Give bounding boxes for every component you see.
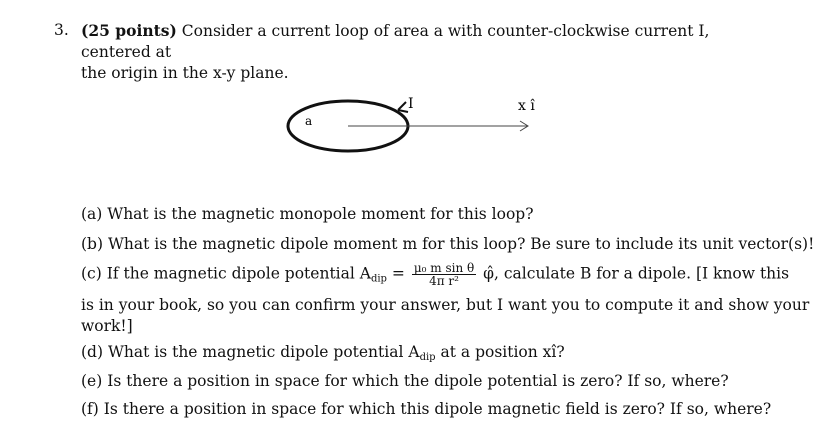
- part-c-sub: dip: [370, 273, 387, 285]
- part-d-sub: dip: [419, 352, 436, 363]
- part-d-post: at a position xî?: [440, 343, 565, 361]
- part-c-post: φ̂, calculate B for a dipole. [I know this: [483, 264, 790, 283]
- fraction-numerator: μ₀ m sin θ: [413, 261, 475, 275]
- part-b: (b) What is the magnetic dipole moment m for this loop? Be sure to include its unit vector(s)!: [81, 235, 815, 253]
- current-label: I: [408, 96, 414, 112]
- x-axis-label: x î: [518, 98, 535, 114]
- current-direction-arrow: [398, 102, 408, 112]
- problem-number: 3.: [54, 21, 69, 39]
- part-d: [81, 342, 565, 368]
- part-f: (f) Is there a position in space for which this dipole magnetic field is zero? If so, where?: [81, 400, 772, 418]
- problem-statement: [54, 20, 754, 84]
- problem-line-1: Consider a current loop of area a with counter-clockwise current I, centered at: [81, 22, 710, 61]
- part-c-eq: =: [391, 264, 405, 283]
- part-c: [81, 262, 789, 290]
- dipole-potential-fraction: [412, 262, 476, 287]
- part-d-text: (d) What is the magnetic dipole potential A: [81, 343, 420, 361]
- part-a: (a) What is the magnetic monopole moment for this loop?: [81, 205, 534, 223]
- part-e: (e) Is there a position in space for which the dipole potential is zero? If so, where?: [81, 372, 729, 390]
- loop-area-label: a: [305, 114, 313, 128]
- current-loop-figure: [280, 92, 580, 162]
- part-c-line-3: work!]: [81, 317, 133, 335]
- part-c-pre: (c) If the magnetic dipole potential A: [81, 264, 371, 283]
- problem-line-2: the origin in the x-y plane.: [81, 64, 289, 82]
- problem-points: (25 points): [81, 21, 177, 40]
- part-c-line-2: is in your book, so you can confirm your answer, but I want you to compute it and show your: [81, 296, 810, 314]
- fraction-denominator: 4π r²: [429, 274, 459, 288]
